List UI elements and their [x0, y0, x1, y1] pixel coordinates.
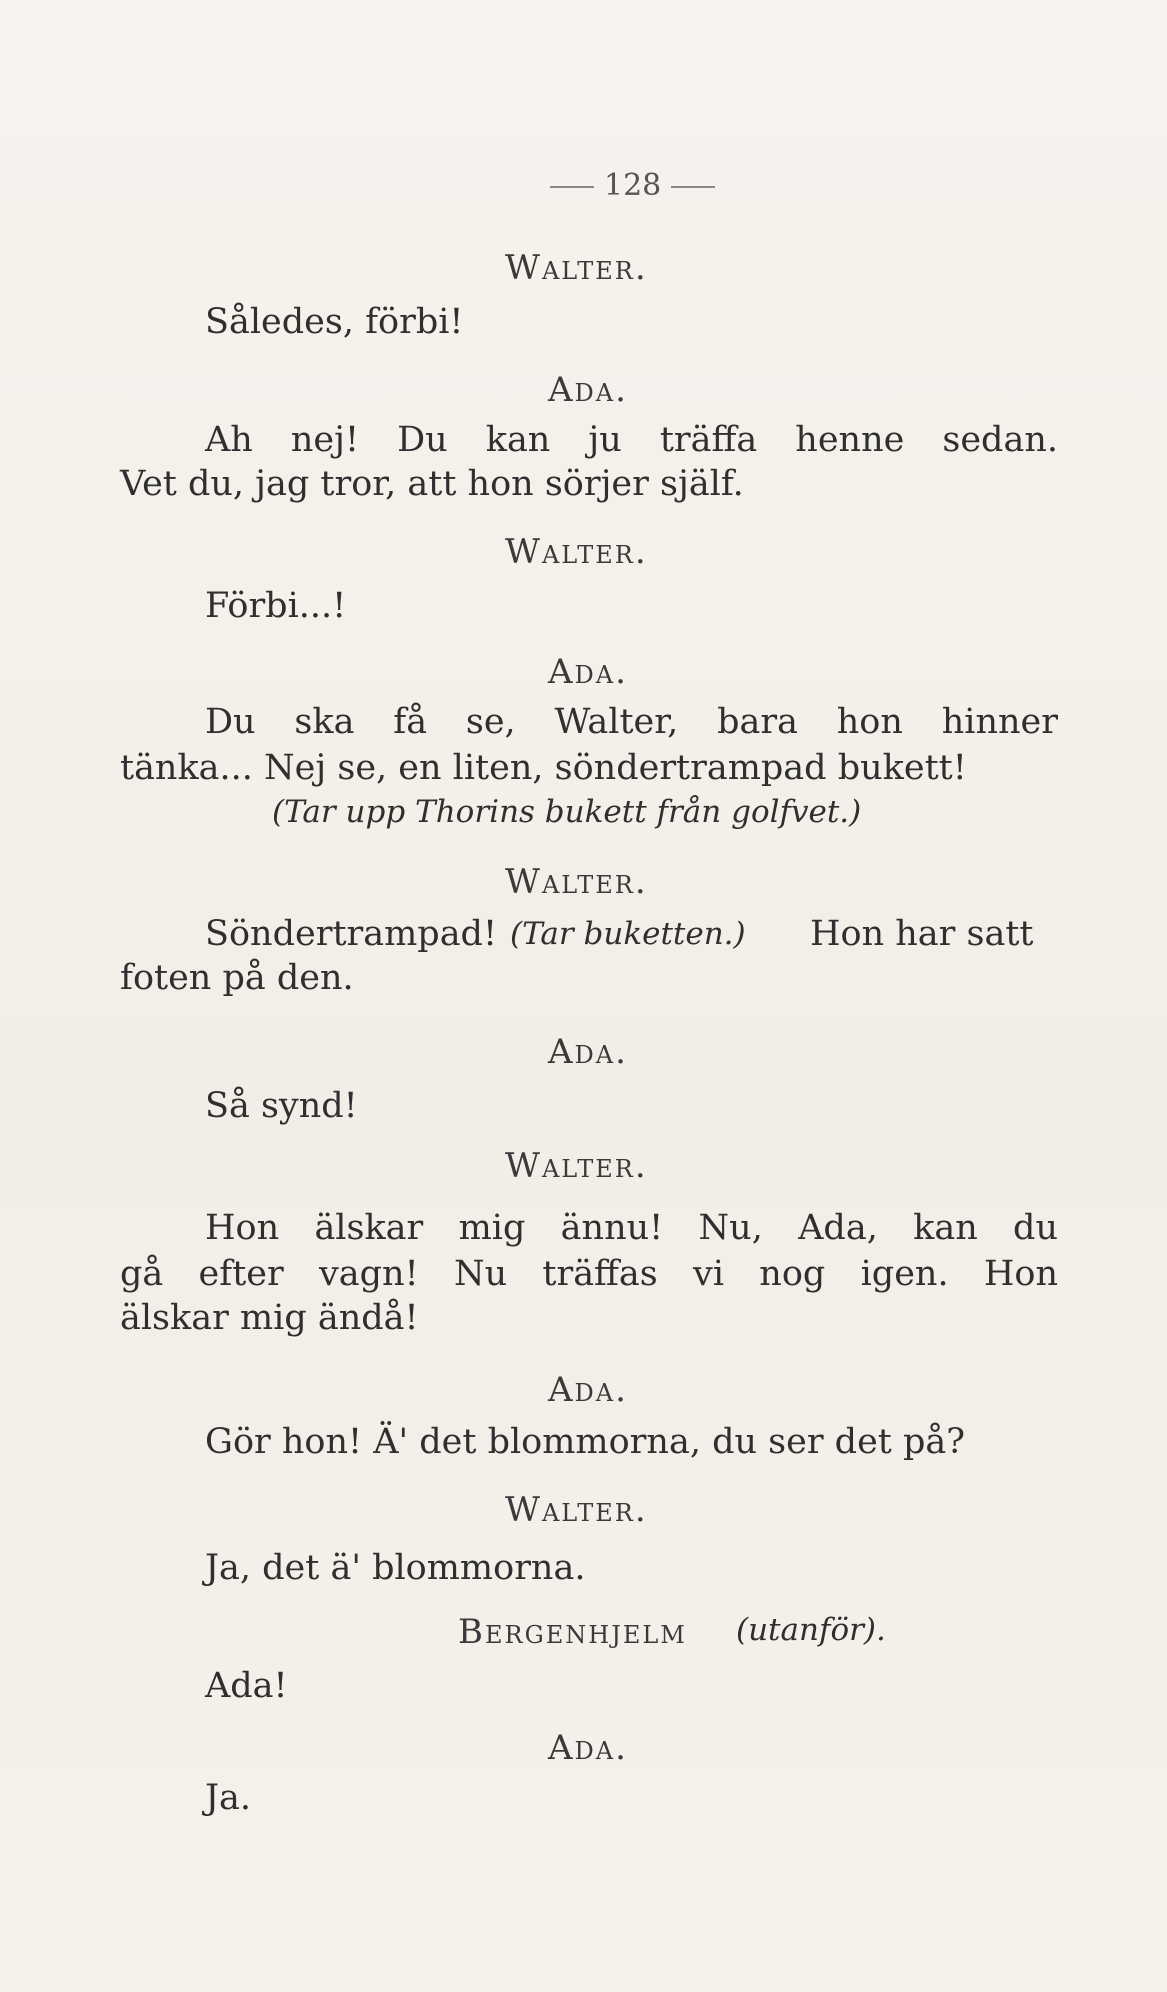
- dash-left: [550, 186, 594, 188]
- dialogue-line: tänka... Nej se, en liten, söndertrampad bukett!: [120, 748, 967, 788]
- speaker-bergenhjelm: Bergenhjelm: [458, 1612, 687, 1652]
- dialogue-line: Du ska få se, Walter, bara hon hinner: [205, 702, 1058, 742]
- dialogue-line: Ada!: [205, 1666, 288, 1706]
- dialogue-line: Ah nej! Du kan ju träffa henne sedan.: [205, 420, 1058, 460]
- page-number: [540, 168, 725, 204]
- speaker-ada: Ada.: [548, 1032, 628, 1072]
- speaker-walter: Walter.: [505, 862, 648, 902]
- dialogue-line: Hon älskar mig ännu! Nu, Ada, kan du: [205, 1208, 1058, 1248]
- stage-direction: (Tar buketten.): [510, 916, 746, 952]
- speaker-ada: Ada.: [548, 370, 628, 410]
- dialogue-line: Förbi...!: [205, 586, 347, 626]
- dialogue-line: Vet du, jag tror, att hon sörjer själf.: [120, 464, 744, 504]
- speaker-walter: Walter.: [505, 248, 648, 288]
- speaker-ada: Ada.: [548, 1370, 628, 1410]
- dialogue-line: Så synd!: [205, 1086, 358, 1126]
- speaker-walter: Walter.: [505, 1490, 648, 1530]
- dialogue-line: Ja, det ä' blommorna.: [205, 1548, 586, 1588]
- speaker-walter: Walter.: [505, 532, 648, 572]
- dialogue-line: gå efter vagn! Nu träffas vi nog igen. Hon: [120, 1254, 1058, 1294]
- stage-direction: (utanför).: [736, 1612, 886, 1648]
- dialogue-line: Ja.: [205, 1778, 252, 1818]
- dialogue-line: älskar mig ändå!: [120, 1298, 419, 1338]
- page-number-text: 128: [604, 168, 662, 203]
- dash-right: [671, 186, 715, 188]
- dialogue-line: Söndertrampad!: [205, 914, 498, 954]
- dialogue-line: Således, förbi!: [205, 302, 464, 342]
- dialogue-line: Hon har satt: [810, 914, 1034, 954]
- dialogue-line: foten på den.: [120, 958, 354, 998]
- dialogue-line: Gör hon! Ä' det blommorna, du ser det på?: [205, 1422, 966, 1462]
- speaker-ada: Ada.: [548, 652, 628, 692]
- stage-direction: (Tar upp Thorins bukett från golfvet.): [272, 794, 862, 830]
- speaker-walter: Walter.: [505, 1146, 648, 1186]
- speaker-ada: Ada.: [548, 1728, 628, 1768]
